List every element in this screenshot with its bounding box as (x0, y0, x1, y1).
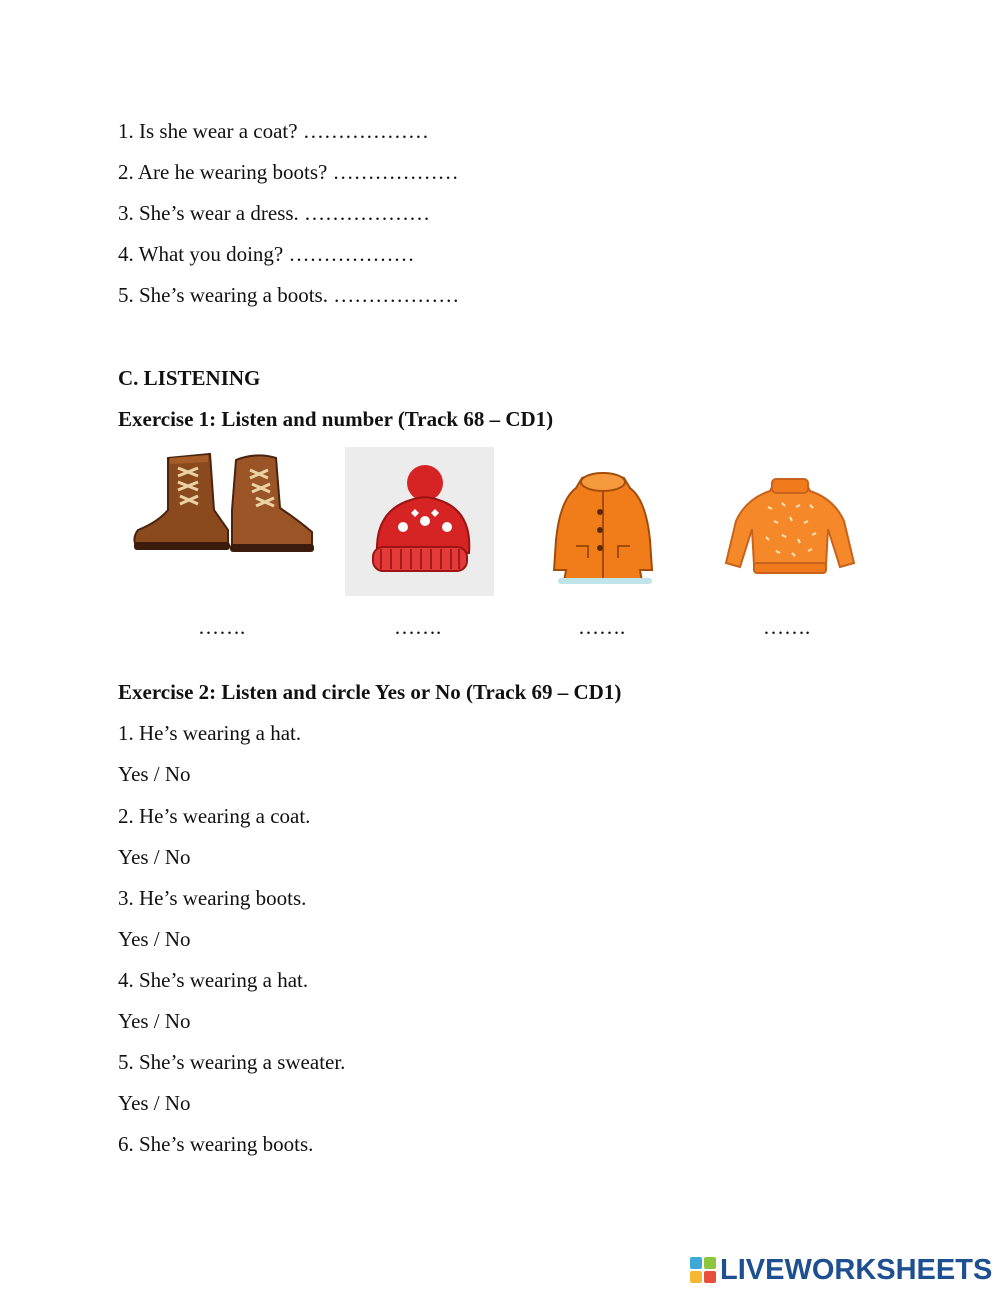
grammar-item-2: 2. Are he wearing boots? ……………… (118, 160, 459, 184)
ex2-answer-3[interactable]: Yes / No (118, 927, 191, 951)
ex2-answer-4[interactable]: Yes / No (118, 1009, 191, 1033)
grammar-item-4: 4. What you doing? ……………… (118, 242, 415, 266)
ex2-answer-1[interactable]: Yes / No (118, 762, 191, 786)
grammar-item-1: 1. Is she wear a coat? ……………… (118, 119, 429, 143)
ex2-statement-6: 6. She’s wearing boots. (118, 1132, 314, 1156)
boot-right (230, 455, 314, 552)
logo-mark-icon (690, 1257, 716, 1283)
section-title: C. LISTENING (118, 366, 261, 390)
ex2-statement-4: 4. She’s wearing a hat. (118, 968, 309, 992)
ex2-answer-2[interactable]: Yes / No (118, 845, 191, 869)
ex2-answer-5[interactable]: Yes / No (118, 1091, 191, 1115)
ex2-statement-3: 3. He’s wearing boots. (118, 886, 307, 910)
coat-picture (548, 470, 658, 588)
grammar-item-3: 3. She’s wear a dress. ……………… (118, 201, 431, 225)
ex2-statement-1: 1. He’s wearing a hat. (118, 721, 302, 745)
brand-name: LIVEWORKSHEETS (720, 1253, 993, 1286)
blank-1[interactable]: ……. (198, 615, 246, 639)
sweater-picture (722, 477, 858, 577)
grammar-item-5: 5. She’s wearing a boots. ……………… (118, 283, 460, 307)
exercise1-title: Exercise 1: Listen and number (Track 68 – CD1) (118, 407, 554, 431)
ex2-statement-5: 5. She’s wearing a sweater. (118, 1050, 346, 1074)
boot-left (134, 454, 230, 550)
blank-4[interactable]: ……. (763, 615, 811, 639)
blank-3[interactable]: ……. (578, 615, 626, 639)
exercise2-title: Exercise 2: Listen and circle Yes or No (Track 69 – CD1) (118, 680, 622, 704)
blank-2[interactable]: ……. (394, 615, 442, 639)
hat-picture (345, 447, 494, 596)
liveworksheets-logo (690, 1253, 992, 1287)
ex2-statement-2: 2. He’s wearing a coat. (118, 804, 311, 828)
boots-picture (128, 450, 318, 560)
